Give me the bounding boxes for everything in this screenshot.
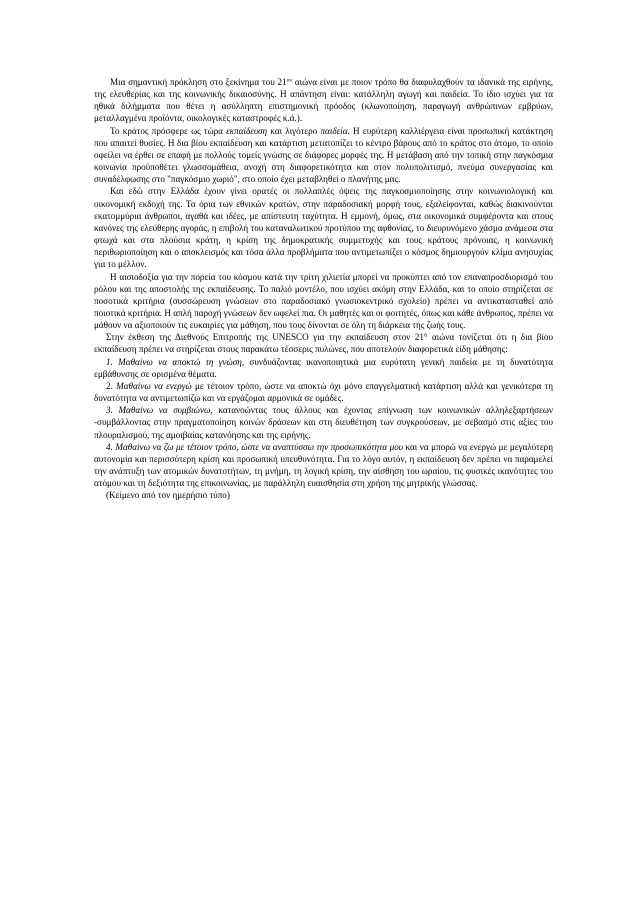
paragraph-1 [94, 76, 553, 125]
text-run: Το κράτος πρόσφερε ως τώρα [110, 125, 227, 136]
text-run: Η αισιοδοξία για την πορεία του κόσμου κατά την τρίτη χιλιετία μπορεί να προκύπτει από τον επαναπροσδιορισμό του ρόλου και της αποστολής της εκπαίδευσης. Το παλιό μοντέλο, που ισχύει ακόμη στην Ελλάδα, και το οποίο στηρίζεται σε ποσοτικά κριτήρια (συσσώρευση γνώσεων στο παραδοσιακό γνωσιοκεντρικό σχολείο) πρέπει να αντικατασταθεί από ποιοτικά κριτήρια. Η απλή παροχή γνώσεων δεν ωφελεί πια. Οι μαθητές και οι φοιτητές, όπως και κάθε άνθρωπος, πρέπει να μάθουν να αξιοποιούν τις ευκαιρίες για μάθηση, που τους δίνονται σε όλη τη διάρκεια της ζωής τους. [94, 271, 553, 331]
text-run: Στην έκθεση της Διεθνούς Επιτροπής της UNESCO για την εκπαίδευση στον 21° αιώνα τονίζεται ότι η δια βίου εκπαίδευση πρέπει να στηρίζεται στους παρακάτω τέσσερις πυλώνες, που αποτελούν διαφορετικά είδη μάθησης: [94, 332, 553, 355]
text-run: 2. [106, 380, 117, 391]
paragraph-2 [94, 125, 553, 186]
text-run: και να μπορώ να ενεργώ με μεγαλύτερη αυτονομία και περισσότερη κρίση και προσωπική υπευθυνότητα. Για το λόγο αυτόν, η εκπαίδευση δεν πρέπει να παραμελεί την ανάπτυξη των ατομικών δυνατοτήτων, τη μνήμη, τη λογική κρίση, την αίσθηση του ωραίου, τις φυσικές ικανότητες του ατόμου και τη δεξιότητα της επικοινωνίας, με παράλληλη ευαισθησία στη χρήση της μητρικής γλώσσας. [94, 441, 553, 489]
paragraph-6-pillar-1 [94, 356, 553, 380]
italic-run: 4. Μαθαίνω να ζω με τέτοιον τρόπο, ώστε να αναπτύσσω την προσωπικότητα μου [106, 441, 403, 452]
text-run: Και εδώ στην Ελλάδα έχουν γίνει ορατές οι πολλαπλές όψεις της παγκοσμιοποίησης στην κοινωνιολογική και οικονομική εκδοχή της. Τα όρια των εθνικών κρατών, στην παραδοσιακή μορφή τους, εξαλείφονται, καθώς διακινούνται εκατομμύρια άνθρωποι, αγαθά και ιδέες, με απίστευτη ταχύτητα. Η εμμονή, όμως, στα οικονομικά συμφέροντα και στους κανόνες της ελεύθερης αγοράς, η επιβολή του καταναλωτικού προτύπου της αφθονίας, το διευρυνόμενο χάσμα ανάμεσα στα φτωχά και στα πλούσια κράτη, η κρίση της δημοκρατικής συμμετοχής και τους κράτους πρόνοιας, η κοινωνική περιθωριοποίηση και ο αποκλεισμός και τόσα άλλα προβλήματα που αντιμετωπίζει ο κόσμος δημιουργούν κλίμα ανησυχίας για το μέλλον. [94, 186, 553, 270]
text-run: με τέτοιον τρόπο, ώστε να αποκτώ όχι μόνο επαγγελματική κατάρτιση αλλά και γενικότερα τη δυνατότητα να αντιμετωπίζω και να εργάζομαι αρμονικά σε ομάδες. [94, 380, 554, 404]
text-run: κατανοώντας τους άλλους και έχοντας επίγνωση των κοινωνικών αλληλεξαρτήσεων -συμβάλλοντας στην πραγματοποίηση κοινών δράσεων και στη διευθέτηση των συγκρούσεων, με σεβασμό στις αξίες του πλουραλισμού, της αμοιβαίας κατανόησης και της ειρήνης. [94, 405, 553, 440]
superscript: ου [286, 77, 293, 84]
text-run: Μια σημαντική πρόκληση στο ξεκίνημα του 21 [110, 77, 287, 87]
paragraph-4 [94, 271, 553, 332]
text-run: και λιγότερο [267, 125, 321, 136]
paragraph-5 [94, 331, 553, 355]
italic-run: παιδεία [320, 125, 348, 136]
text-run: (Κείμενο από τον ημερήσιο τύπο) [106, 490, 230, 501]
paragraph-7-pillar-2 [94, 380, 553, 404]
italic-run: εκπαίδευση [226, 125, 268, 136]
italic-run: 3. Μαθαίνω να συμβιώνω, [106, 405, 213, 416]
italic-run: Μαθαίνω να ενεργώ [116, 380, 192, 391]
paragraph-3 [94, 185, 553, 270]
text-run: , συνδυάζοντας ικανοποιητικά μια ευρύτατη γενική παιδεία με τη δυνατότητα εμβάθυνσης σε ορισμένα θέματα. [94, 356, 553, 379]
paragraph-8-pillar-3 [94, 404, 553, 440]
italic-run: 1. Μαθαίνω [106, 356, 159, 367]
text-run: αιώνα είναι με ποιον τρόπο θα διαφυλαχθούν τα ιδανικά της ειρήνης, της ελευθερίας και της κοινωνικής δικαιοσύνης. Η απάντηση είναι: κατάλληλη αγωγή και παιδεία. Το ίδιο ισχύει για τα ηθικά διλήμματα που θέτει η ασύλληπτη επιστημονική πρόοδος (κλωνοποίηση, παραγωγή ανθρώπινων εμβρύων, μεταλλαγμένα προϊόντα, οικολογικές καταστροφές κ.ά.). [94, 77, 553, 124]
paragraph-9-pillar-4 [94, 441, 553, 490]
source-note [94, 489, 553, 501]
italic-run: να αποκτώ τη γνώση [158, 356, 242, 367]
text-run: . Η ευρύτερη καλλιέργεια είναι προσωπική κατάκτηση που απαιτεί θυσίες. Η δια βίου εκπαίδευση και κατάρτιση μετατοπίζει το κέντρο βάρους από το κράτος στο άτομο, το οποίο οφείλει να έρθει σε επαφή με πολλούς τομείς γνώσης σε διάφορες μορφές της. Η μετάβαση από την τοπική στην παγκόσμια κοινωνία προϋποθέτει γλωσσομάθεια, ανοχή στη διαφορετικότητα και στον πολυπολιτισμό, πνεύμα συνεργασίας και συναδέλφωσης στο "παγκόσμιο χωριό", στο οποίο έχει μεταβληθεί ο πλανήτης μας. [94, 125, 554, 185]
document-page [94, 76, 553, 501]
